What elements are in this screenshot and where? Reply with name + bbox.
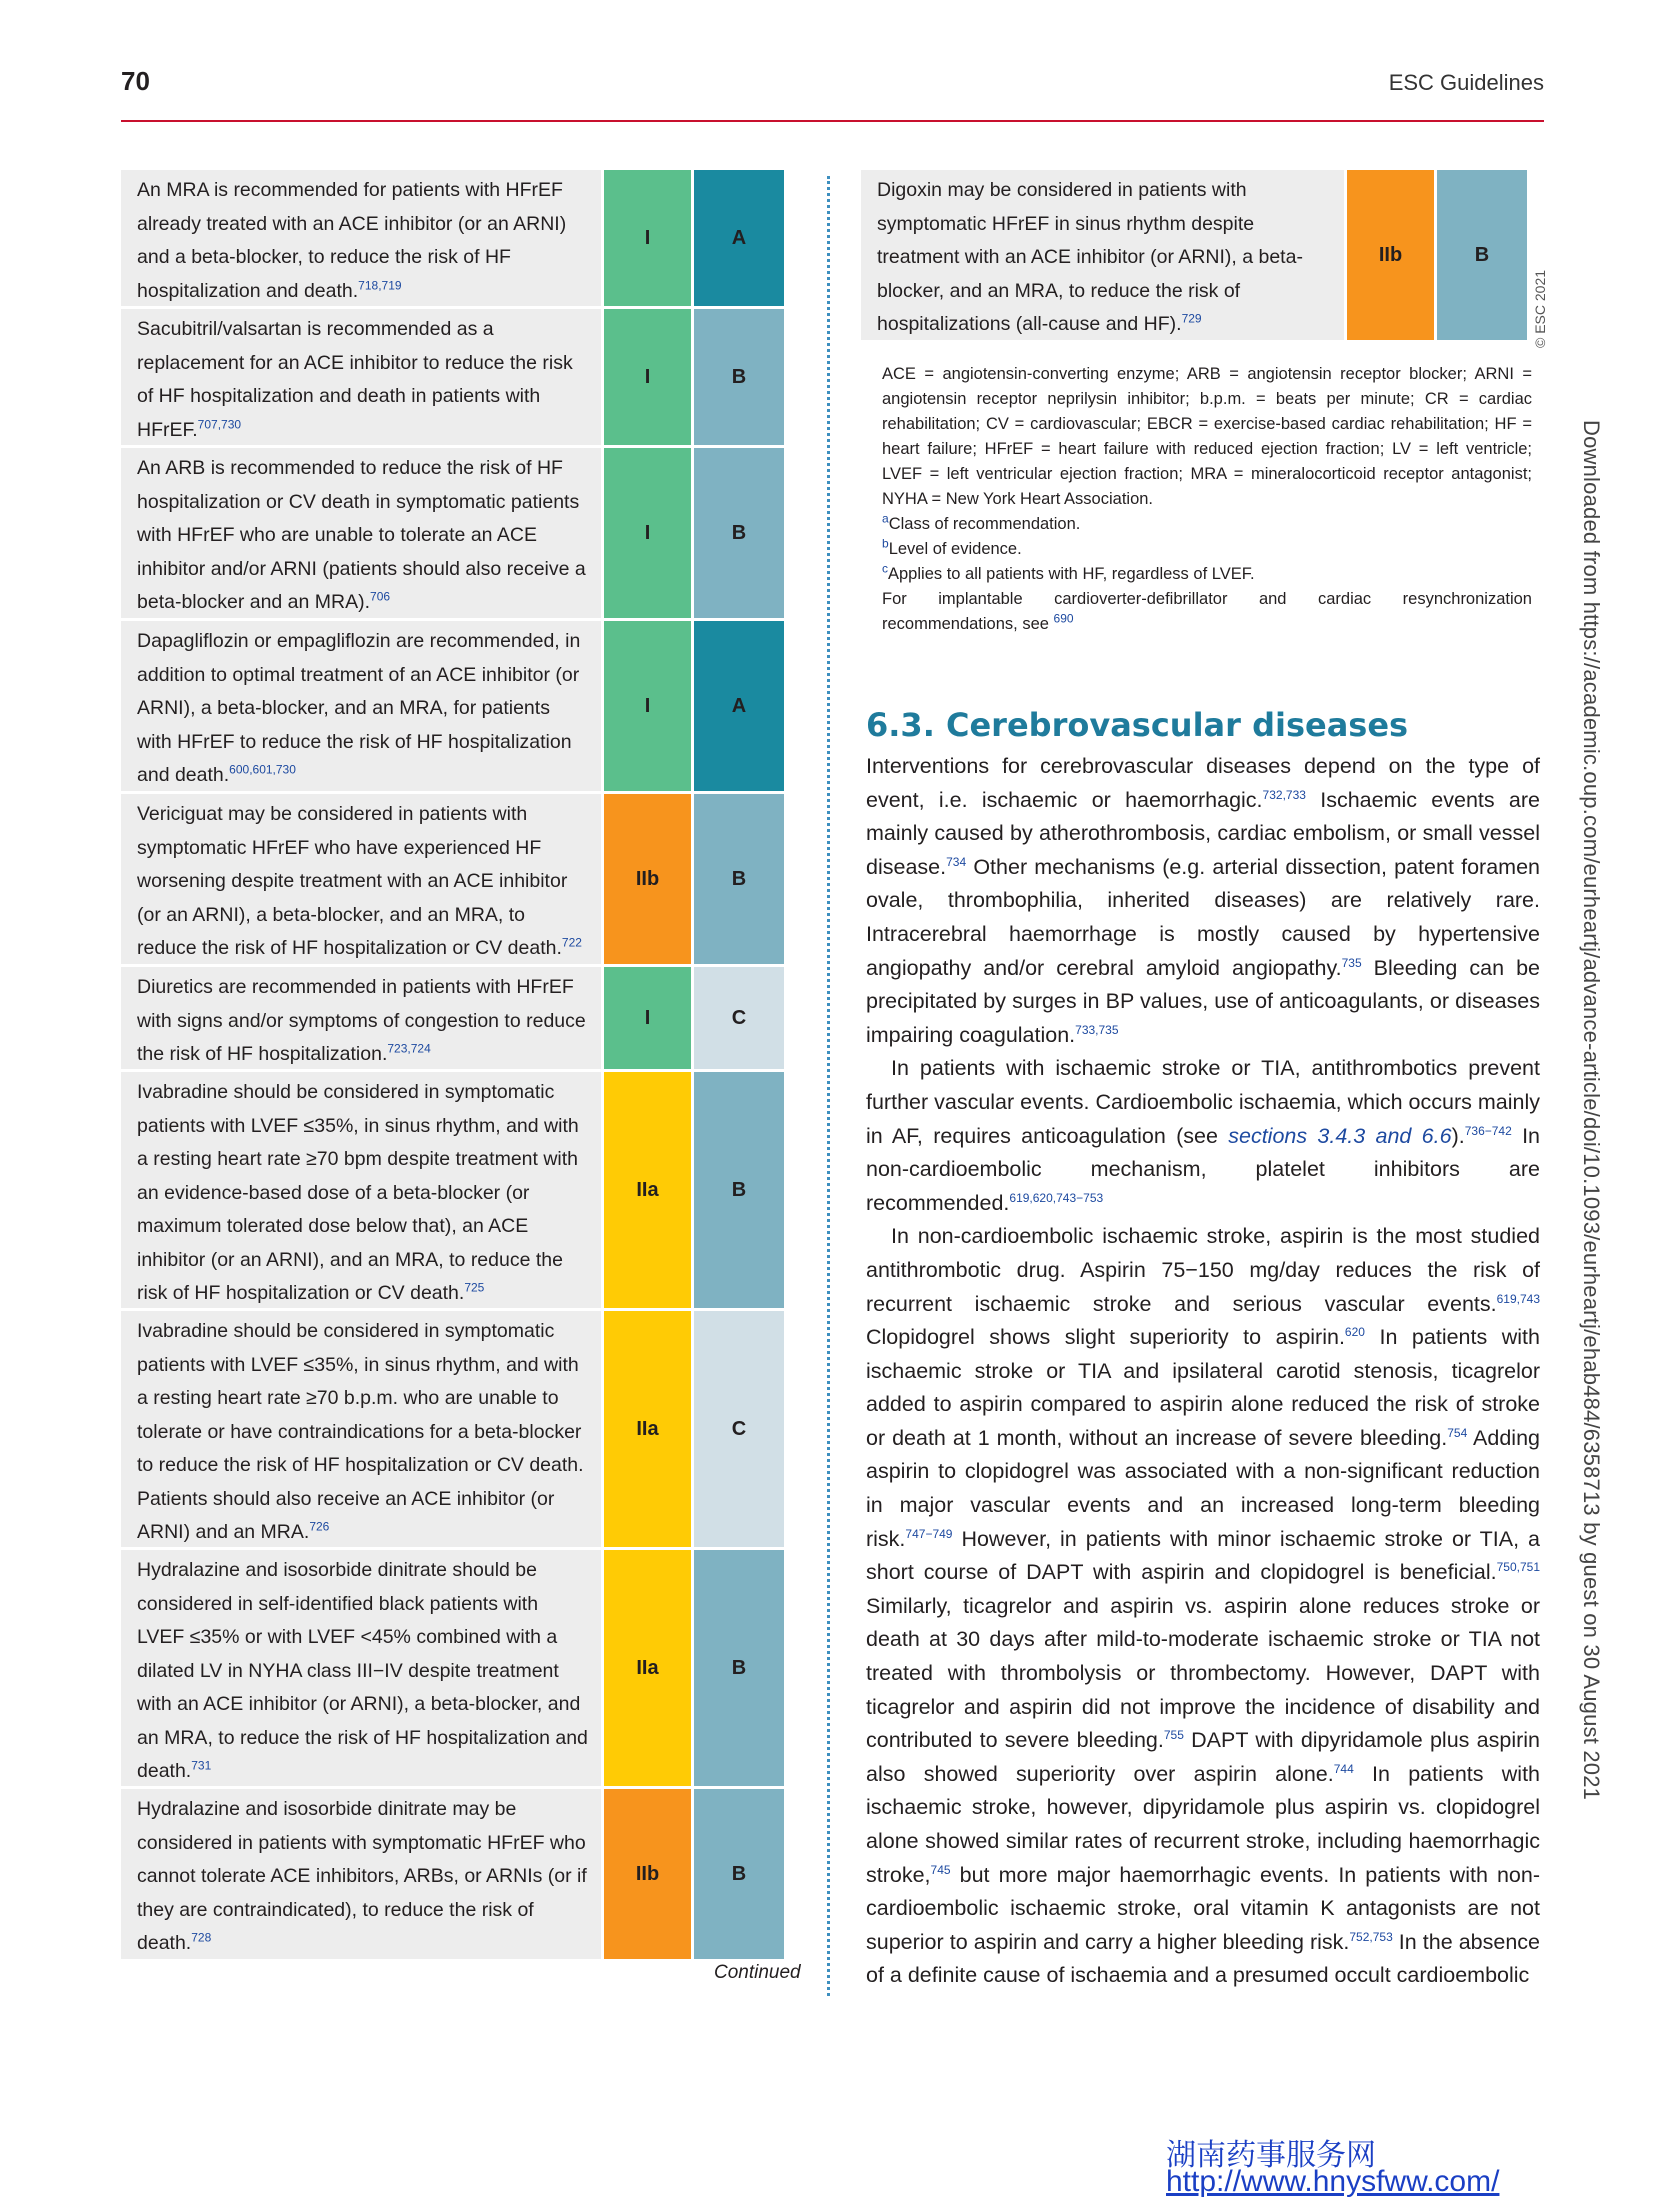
section-heading: 6.3. Cerebrovascular diseases xyxy=(866,706,1409,744)
class-of-recommendation: IIb xyxy=(604,794,694,964)
section-body xyxy=(866,750,1540,1993)
table-footnotes xyxy=(882,362,1532,637)
class-of-recommendation: IIb xyxy=(604,1789,694,1959)
level-of-evidence: B xyxy=(694,448,784,618)
recommendation-text: Dapagliflozin or empagliflozin are recommended, in addition to optimal treatment of an ACE inhibitor (or ARNI), a beta-blocker, and an MRA, for patients with HFrEF to reduce the risk of HF hospitalization and death.$^{600,601,730}$ xyxy=(121,621,604,791)
right-recommendation-table xyxy=(861,170,1533,343)
paragraph: In patients with ischaemic stroke or TIA, antithrombotics prevent further vascular events. Cardioembolic ischaemia, which occurs mainly in AF, requires anticoagulation (see sections 3.4.3 and 6.6).$^{736-742}$ In non-cardioembolic mechanism, platelet inhibitors are recommended.$^{619,620,743-753}$ xyxy=(866,1056,1541,1215)
level-of-evidence: C xyxy=(694,1311,784,1547)
watermark-url-link[interactable]: http://www.hnysfww.com/ xyxy=(1166,2165,1500,2198)
recommendation-row xyxy=(121,448,793,618)
recommendation-row xyxy=(121,309,793,445)
level-of-evidence: B xyxy=(694,1550,784,1786)
recommendation-row xyxy=(121,967,793,1069)
abbreviations-note: ACE = angiotensin-converting enzyme; ARB = angiotensin receptor blocker; ARNI = angiotensin receptor neprilysin inhibitor; b.p.m. = beats per minute; CR = cardiac rehabilitation; CV = cardiovascular; EBCR = exercise-based cardiac rehabilitation; HF = heart failure; HFrEF = heart failure with reduced ejection fraction; LV = left ventricle; LVEF = left ventricular ejection fraction; MRA = mineralocorticoid receptor antagonist; NYHA = New York Heart Association. xyxy=(882,365,1532,508)
class-of-recommendation: IIa xyxy=(604,1311,694,1547)
continued-label: Continued xyxy=(714,1962,801,1983)
header-rule xyxy=(121,120,1544,122)
class-of-recommendation: I xyxy=(604,309,694,445)
class-of-recommendation: IIb xyxy=(1347,170,1437,340)
left-recommendation-table xyxy=(121,170,793,1962)
recommendation-text: Vericiguat may be considered in patients with symptomatic HFrEF who have experienced HF worsening despite treatment with an ACE inhibitor (or an ARNI), a beta-blocker, and an MRA, to reduce the risk of HF hospitalization or CV death.$^{722}$ xyxy=(121,794,604,964)
recommendation-text: Hydralazine and isosorbide dinitrate should be considered in self-identified black patients with LVEF ≤35% or with LVEF <45% combined with a dilated LV in NYHA class III−IV despite treatment with an ACE inhibitor (or ARNI), a beta-blocker, and an MRA, to reduce the risk of HF hospitalization and death.$^{731}$ xyxy=(121,1550,604,1786)
recommendation-text: An ARB is recommended to reduce the risk of HF hospitalization or CV death in symptomatic patients with HFrEF who are unable to tolerate an ACE inhibitor and/or ARNI (patients should also receive a beta-blocker and an MRA).$^{706}$ xyxy=(121,448,604,618)
recommendation-text: Diuretics are recommended in patients with HFrEF with signs and/or symptoms of congestion to reduce the risk of HF hospitalization.$^{723,724}$ xyxy=(121,967,604,1069)
level-of-evidence: B xyxy=(694,1789,784,1959)
column-divider xyxy=(827,176,830,1996)
footnote-icd-crt: For implantable cardioverter-defibrillator and cardiac resynchronization recommendations, see $^{690}$ xyxy=(882,590,1532,633)
recommendation-row xyxy=(121,621,793,791)
footnote-c: $^c$Applies to all patients with HF, regardless of LVEF. xyxy=(882,561,1255,583)
recommendation-text: Sacubitril/valsartan is recommended as a replacement for an ACE inhibitor to reduce the risk of HF hospitalization and death in patients with HFrEF.$^{707,730}$ xyxy=(121,309,604,445)
footnote-a: $^a$Class of recommendation. xyxy=(882,511,1081,533)
recommendation-row xyxy=(121,1311,793,1547)
cross-reference-link[interactable]: sections 3.4.3 and 6.6 xyxy=(1228,1123,1452,1148)
recommendation-row xyxy=(121,170,793,306)
recommendation-text: Hydralazine and isosorbide dinitrate may be considered in patients with symptomatic HFrEF who cannot tolerate ACE inhibitors, ARBs, or ARNIs (or if they are contraindicated), to reduce the risk of death.$^{728}$ xyxy=(121,1789,604,1959)
class-of-recommendation: I xyxy=(604,967,694,1069)
recommendation-text: An MRA is recommended for patients with HFrEF already treated with an ACE inhibitor (or an ARNI) and a beta-blocker, to reduce the risk of HF hospitalization and death.$^{718,719}$ xyxy=(121,170,604,306)
level-of-evidence: C xyxy=(694,967,784,1069)
recommendation-row xyxy=(121,1789,793,1959)
class-of-recommendation: IIa xyxy=(604,1550,694,1786)
watermark-site-name: 湖南药事服务网 xyxy=(1166,2138,1376,2173)
class-of-recommendation: I xyxy=(604,621,694,791)
recommendation-row xyxy=(121,1550,793,1786)
footnote-b: $^b$Level of evidence. xyxy=(882,536,1022,558)
paragraph: Interventions for cerebrovascular diseases depend on the type of event, i.e. ischaemic or haemorrhagic.$^{732,733}$ Ischaemic events are mainly caused by atherothrombosis, cardiac embolism, or small vessel disease.$^{734}$ Other mechanisms (e.g. arterial dissection, patent foramen ovale, thrombophilia, inherited diseases) are relatively rare. Intracerebral haemorrhage is mostly caused by hypertensive angiopathy and/or cerebral amyloid angiopathy.$^{735}$ Bleeding can be precipitated by surges in BP values, use of anticoagulants, or diseases impairing coagulation.$^{733,735}$ xyxy=(866,754,1541,1047)
page-number: 70 xyxy=(121,66,150,96)
recommendation-row xyxy=(861,170,1533,340)
recommendation-row xyxy=(121,794,793,964)
recommendation-row xyxy=(121,1072,793,1308)
recommendation-text: Ivabradine should be considered in symptomatic patients with LVEF ≤35%, in sinus rhythm, and with a resting heart rate ≥70 bpm despite treatment with an evidence-based dose of a beta-blocker (or maximum tolerated dose below that), an ACE inhibitor (or an ARNI), and an MRA, to reduce the risk of HF hospitalization or CV death.$^{725}$ xyxy=(121,1072,604,1308)
class-of-recommendation: I xyxy=(604,448,694,618)
copyright-notice: © ESC 2021 xyxy=(1532,269,1548,348)
class-of-recommendation: I xyxy=(604,170,694,306)
level-of-evidence: B xyxy=(694,1072,784,1308)
running-head: ESC Guidelines xyxy=(1388,70,1544,95)
level-of-evidence: B xyxy=(1437,170,1527,340)
level-of-evidence: B xyxy=(694,309,784,445)
level-of-evidence: A xyxy=(694,170,784,306)
level-of-evidence: A xyxy=(694,621,784,791)
recommendation-text: Ivabradine should be considered in symptomatic patients with LVEF ≤35%, in sinus rhythm, and with a resting heart rate ≥70 b.p.m. who are unable to tolerate or have contraindications for a beta-blocker to reduce the risk of HF hospitalization or CV death. Patients should also receive an ACE inhibitor (or ARNI) and an MRA.$^{726}$ xyxy=(121,1311,604,1547)
level-of-evidence: B xyxy=(694,794,784,964)
recommendation-text: Digoxin may be considered in patients with symptomatic HFrEF in sinus rhythm despite treatment with an ACE inhibitor (or ARNI), a beta-blocker, and an MRA, to reduce the risk of hospitalizations (all-cause and HF).$^{729}$ xyxy=(861,170,1347,340)
paragraph: In non-cardioembolic ischaemic stroke, aspirin is the most studied antithrombotic drug. Aspirin 75−150 mg/day reduces the risk of recurrent ischaemic stroke and serious vascular events.$^{619,743}$ Clopidogrel shows slight superiority to aspirin.$^{620}$ In patients with ischaemic stroke or TIA and ipsilateral carotid stenosis, ticagrelor added to aspirin compared to aspirin alone reduced the risk of stroke or death at 1 month, without an increase of severe bleeding.$^{754}$ Adding aspirin to clopidogrel was associated with a non-significant reduction in major vascular events and an increased long-term bleeding risk.$^{747-749}$ However, in patients with minor ischaemic stroke or TIA, a short course of DAPT with aspirin and clopidogrel is beneficial.$^{750,751}$ Similarly, ticagrelor and aspirin vs. aspirin alone reduces stroke or death at 30 days after mild-to-moderate ischaemic stroke or TIA not treated with thrombolysis or thrombectomy. However, DAPT with ticagrelor and aspirin did not improve the incidence of disability and contributed to severe bleeding.$^{755}$ DAPT with dipyridamole plus aspirin also showed superiority over aspirin alone.$^{744}$ In patients with ischaemic stroke, however, dipyridamole plus aspirin vs. clopidogrel alone showed similar rates of recurrent stroke, including haemorrhagic stroke,$^{745}$ but more major haemorrhagic events. In patients with non-cardioembolic ischaemic stroke, oral vitamin K antagonists are not superior to aspirin and carry a higher bleeding risk.$^{752,753}$ In the absence of a definite cause of ischaemia and a presumed occult cardioembolic xyxy=(866,1224,1540,1988)
download-notice: Downloaded from https://academic.oup.com/eurheartj/advance-article/doi/10.1093/eurheartj/ehab484/6358713 by guest on 30 August 2021 xyxy=(1579,420,1604,1801)
class-of-recommendation: IIa xyxy=(604,1072,694,1308)
